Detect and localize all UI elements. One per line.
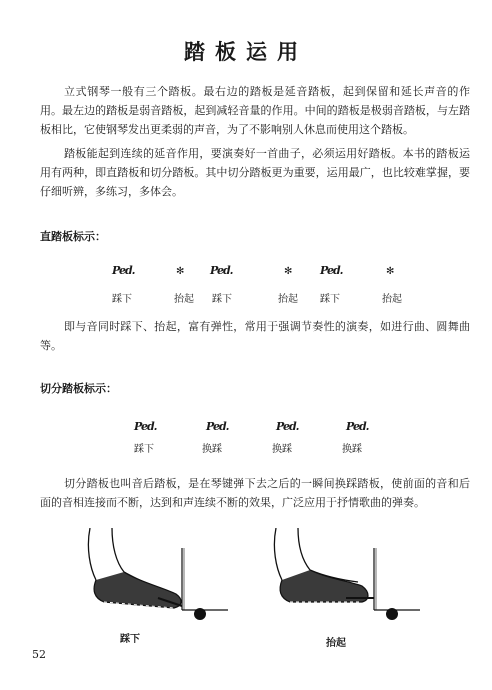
direct-pedal-heading: 直踏板标示： xyxy=(40,230,106,243)
direct-label-1: 踩下 xyxy=(112,294,132,305)
intro-paragraph-1: 立式钢琴一般有三个踏板。最右边的踏板是延音踏板，起到保留和延长声音的作用。最左边的踏板是弱音踏板，起到减轻音量的作用。中间的踏板是极弱音踏板，与左踏板相比，它使钢琴发出更柔弱的声音，为了不影响别人休息而使用这个踏板。 xyxy=(40,85,470,136)
foot-pedal-up-illustration xyxy=(262,528,422,624)
release-symbol-2: ✻ xyxy=(284,266,293,277)
pedal-down-symbol xyxy=(210,264,233,277)
direct-label-2: 抬起 xyxy=(174,294,194,305)
pedal-down-symbol xyxy=(320,264,343,277)
direct-pedal-description: 即与音同时踩下、抬起，富有弹性，常用于强调节奏性的演奏，如进行曲、圆舞曲等。 xyxy=(40,320,470,352)
release-symbol-1: ✻ xyxy=(176,266,185,277)
direct-label-5: 踩下 xyxy=(320,294,340,305)
direct-label-4: 抬起 xyxy=(278,294,298,305)
pedal-release-symbol xyxy=(284,266,292,278)
pedal-release-symbol xyxy=(386,266,394,278)
direct-label-6: 抬起 xyxy=(382,294,402,305)
pedal-down-symbol xyxy=(346,420,369,433)
ped-symbol-6: Ped. xyxy=(276,420,299,433)
ped-symbol-1: Ped. xyxy=(112,264,135,277)
syncopated-pedal-description: 切分踏板也叫音后踏板，是在琴键弹下去之后的一瞬间换踩踏板，使前面的音和后面的音相连接而不断，达到和声连续不断的效果，广泛应用于抒情歌曲的弹奏。 xyxy=(40,477,470,509)
pedal-release-symbol xyxy=(176,266,184,278)
syncopated-pedal-heading: 切分踏板标示： xyxy=(40,382,117,395)
pedal-down-symbol xyxy=(276,420,299,433)
intro-paragraph-2: 踏板能起到连续的延音作用，要演奏好一首曲子，必须运用好踏板。本书的踏板运用有两种，即直踏板和切分踏板。其中切分踏板更为重要，运用最广，也比较难掌握，要仔细听辨，多练习，多体会。 xyxy=(40,147,470,198)
figure-caption-left: 踩下 xyxy=(120,634,140,645)
page-number: 52 xyxy=(32,648,46,661)
release-symbol-3: ✻ xyxy=(386,266,395,277)
synco-label-2: 换踩 xyxy=(202,444,222,455)
synco-label-3: 换踩 xyxy=(272,444,292,455)
ped-symbol-3: Ped. xyxy=(320,264,343,277)
figure-caption-right: 抬起 xyxy=(326,638,346,649)
synco-label-1: 踩下 xyxy=(134,444,154,455)
pedal-down-symbol xyxy=(134,420,157,433)
pedal-down-symbol xyxy=(112,264,135,277)
ped-symbol-5: Ped. xyxy=(206,420,229,433)
page-title: 踏板运用 xyxy=(184,40,308,64)
ped-symbol-4: Ped. xyxy=(134,420,157,433)
synco-label-4: 换踩 xyxy=(342,444,362,455)
ped-symbol-2: Ped. xyxy=(210,264,233,277)
pedal-down-symbol xyxy=(206,420,229,433)
ped-symbol-7: Ped. xyxy=(346,420,369,433)
foot-pedal-down-illustration xyxy=(78,528,228,624)
direct-label-3: 踩下 xyxy=(212,294,232,305)
